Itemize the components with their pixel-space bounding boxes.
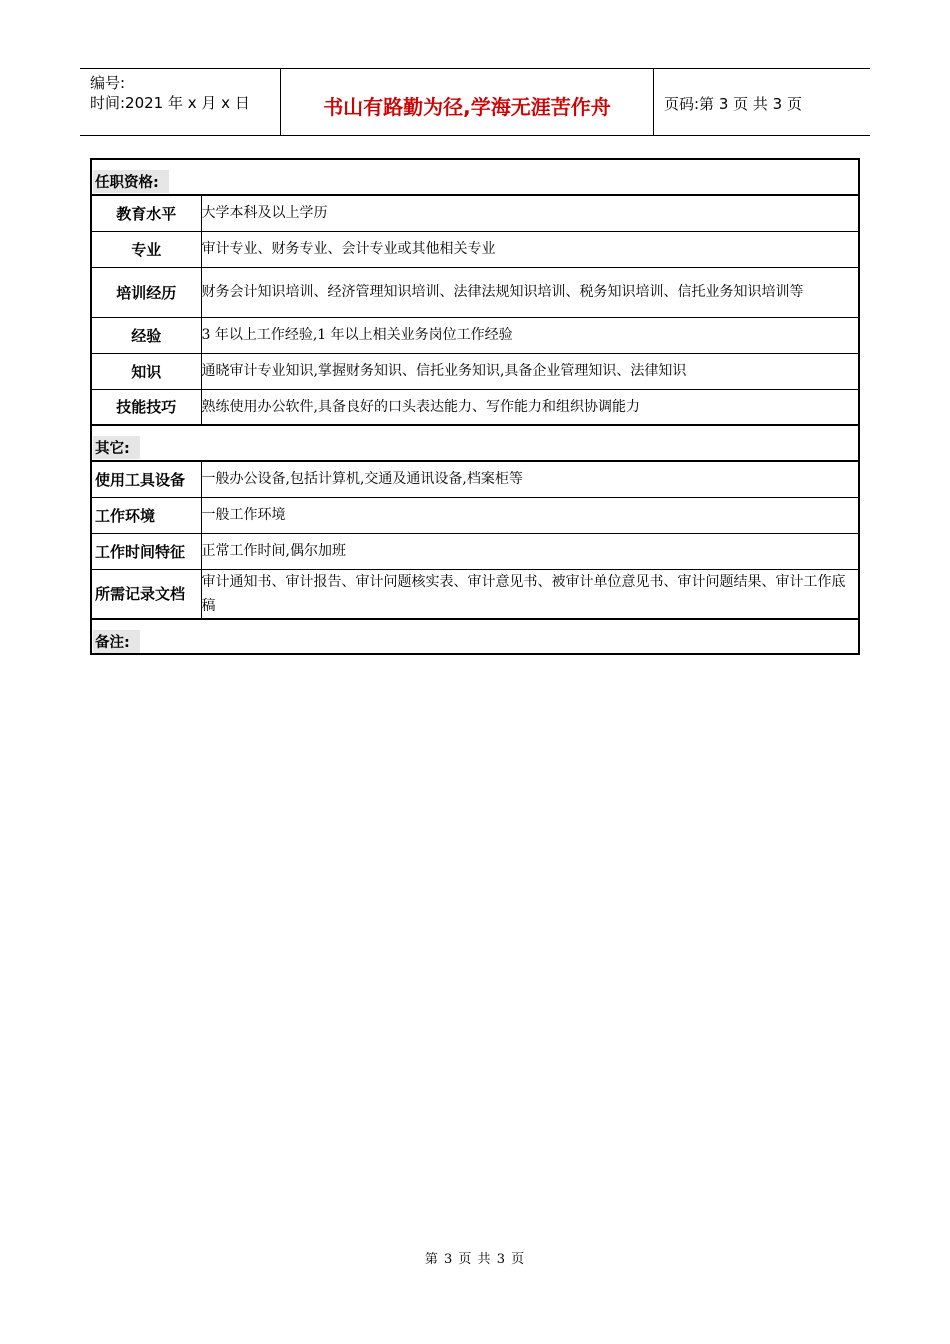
row-label-experience: 经验 (91, 317, 201, 353)
table-row (91, 533, 859, 569)
row-value-skills: 熟练使用办公软件,具备良好的口头表达能力、写作能力和组织协调能力 (201, 389, 859, 425)
row-value-education: 大学本科及以上学历 (201, 195, 859, 231)
row-value-experience: 3 年以上工作经验,1 年以上相关业务岗位工作经验 (201, 317, 859, 353)
table-row (91, 497, 859, 533)
header-page-info: 页码:第 3 页 共 3 页 (664, 94, 802, 113)
row-label-work-time: 工作时间特征 (91, 533, 201, 569)
row-value-work-time: 正常工作时间,偶尔加班 (201, 533, 859, 569)
row-label-major: 专业 (91, 231, 201, 267)
table-row (91, 389, 859, 425)
row-label-knowledge: 知识 (91, 353, 201, 389)
row-label-skills: 技能技巧 (91, 389, 201, 425)
section-remarks-header (91, 619, 859, 654)
section-qualification-header (91, 159, 859, 195)
document-header (80, 68, 870, 136)
table-row (91, 231, 859, 267)
section-remarks-title: 备注: (93, 630, 140, 653)
row-value-training: 财务会计知识培训、经济管理知识培训、法律法规知识培训、税务知识培训、信托业务知识培训等 (201, 267, 859, 317)
row-value-tools: 一般办公设备,包括计算机,交通及通讯设备,档案柜等 (201, 461, 859, 497)
row-value-major: 审计专业、财务专业、会计专业或其他相关专业 (201, 231, 859, 267)
table-row (91, 317, 859, 353)
row-label-education: 教育水平 (91, 195, 201, 231)
row-label-training: 培训经历 (91, 267, 201, 317)
table-row (91, 461, 859, 497)
row-value-knowledge: 通晓审计专业知识,掌握财务知识、信托业务知识,具备企业管理知识、法律知识 (201, 353, 859, 389)
section-other-title: 其它: (93, 436, 140, 459)
table-row (91, 195, 859, 231)
document-time: 时间:2021 年 x 月 x 日 (90, 94, 250, 112)
row-value-documents: 审计通知书、审计报告、审计问题核实表、审计意见书、被审计单位意见书、审计问题结果、审计工作底稿 (201, 569, 859, 619)
section-qualification-title: 任职资格: (93, 170, 169, 193)
document-number: 编号: (90, 74, 126, 92)
row-label-environment: 工作环境 (91, 497, 201, 533)
header-motto: 书山有路勤为径,学海无涯苦作舟 (281, 69, 654, 135)
section-other-header (91, 425, 859, 461)
header-meta (80, 69, 281, 135)
row-value-environment: 一般工作环境 (201, 497, 859, 533)
table-row (91, 569, 859, 619)
row-label-documents: 所需记录文档 (91, 569, 201, 619)
job-description-table (90, 158, 860, 655)
row-label-tools: 使用工具设备 (91, 461, 201, 497)
page-footer: 第 3 页 共 3 页 (424, 1252, 526, 1267)
table-row (91, 353, 859, 389)
table-row (91, 267, 859, 317)
